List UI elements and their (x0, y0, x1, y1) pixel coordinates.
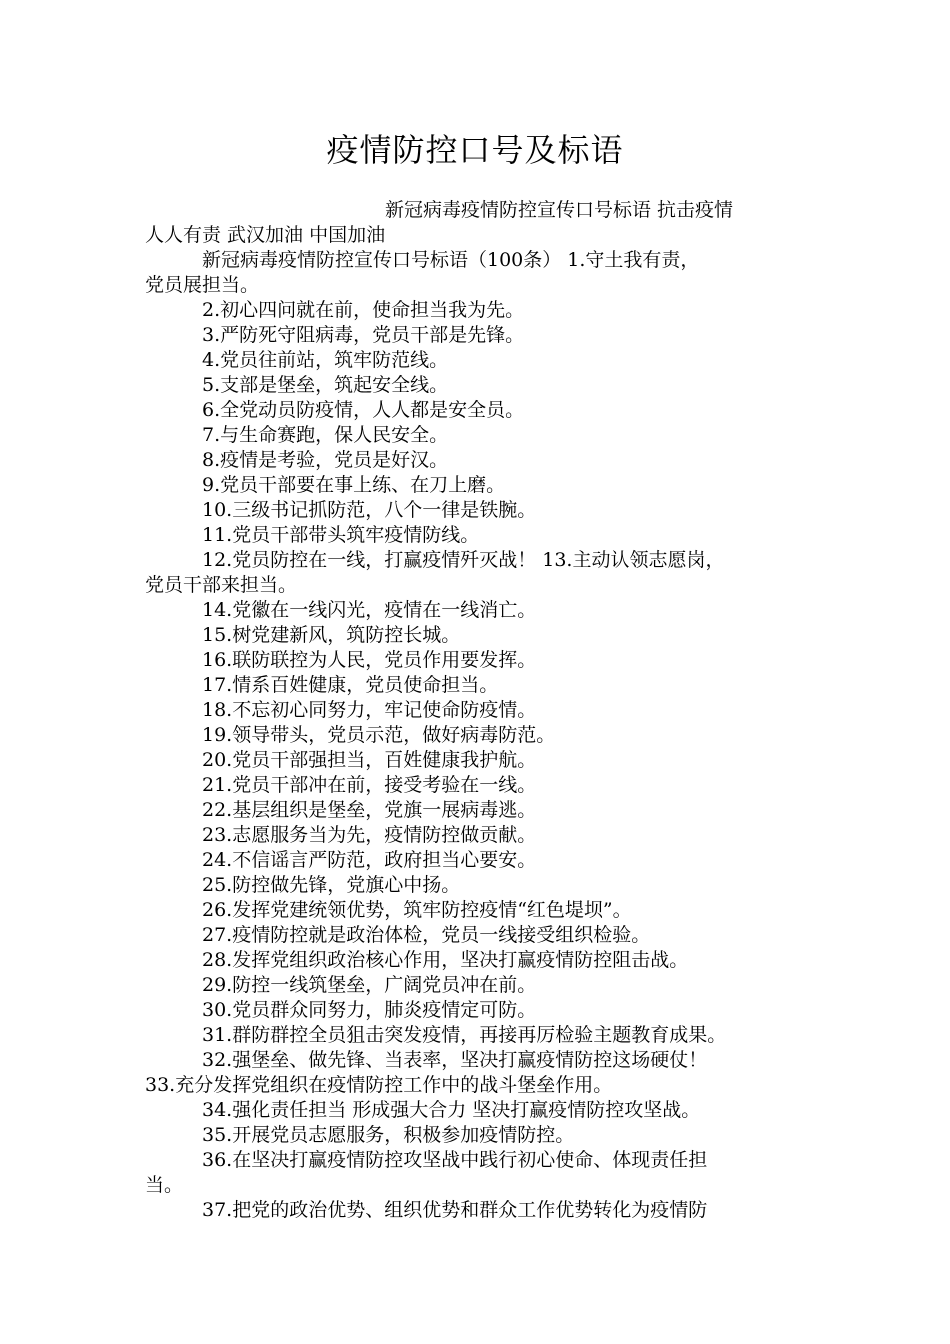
document-line: 新冠病毒疫情防控宣传口号标语 抗击疫情 (385, 199, 734, 221)
document-line: 19.领导带头，党员示范，做好病毒防范。 (202, 724, 556, 746)
document-line: 9.党员干部要在事上练、在刀上磨。 (202, 474, 506, 496)
document-body (145, 198, 825, 1223)
document-line: 11.党员干部带头筑牢疫情防线。 (202, 524, 480, 546)
document-line: 10.三级书记抓防范，八个一律是铁腕。 (202, 499, 537, 521)
document-line: 29.防控一线筑堡垒，广阔党员冲在前。 (202, 974, 537, 996)
document-line: 7.与生命赛跑，保人民安全。 (202, 424, 449, 446)
document-line: 28.发挥党组织政治核心作用，坚决打赢疫情防控阻击战。 (202, 949, 689, 971)
document-line: 34.强化责任担当 形成强大合力 坚决打赢疫情防控攻坚战。 (202, 1099, 701, 1121)
document-line: 16.联防联控为人民，党员作用要发挥。 (202, 649, 537, 671)
document-line: 15.树党建新风，筑防控长城。 (202, 624, 461, 646)
document-line: 26.发挥党建统领优势，筑牢防控疫情“红色堤坝”。 (202, 899, 632, 921)
document-line: 5.支部是堡垒，筑起安全线。 (202, 374, 449, 396)
document-line: 36.在坚决打赢疫情防控攻坚战中践行初心使命、体现责任担 (202, 1149, 708, 1171)
document-line: 23.志愿服务当为先，疫情防控做贡献。 (202, 824, 537, 846)
document-line: 当。 (145, 1174, 184, 1196)
document-line: 33.充分发挥党组织在疫情防控工作中的战斗堡垒作用。 (145, 1074, 613, 1096)
document-line: 27.疫情防控就是政治体检，党员一线接受组织检验。 (202, 924, 651, 946)
document-line: 32.强堡垒、做先锋、当表率，坚决打赢疫情防控这场硬仗！ (202, 1049, 708, 1071)
document-line: 3.严防死守阻病毒，党员干部是先锋。 (202, 324, 525, 346)
document-line: 2.初心四问就在前，使命担当我为先。 (202, 299, 525, 321)
document-line: 31.群防群控全员狙击突发疫情，再接再厉检验主题教育成果。 (202, 1024, 727, 1046)
document-line: 12.党员防控在一线，打赢疫情歼灭战！ 13.主动认领志愿岗， (202, 549, 725, 571)
document-line: 14.党徽在一线闪光，疫情在一线消亡。 (202, 599, 537, 621)
document-line: 35.开展党员志愿服务，积极参加疫情防控。 (202, 1124, 575, 1146)
document-line: 25.防控做先锋，党旗心中扬。 (202, 874, 461, 896)
document-line: 22.基层组织是堡垒，党旗一展病毒逃。 (202, 799, 537, 821)
document-line: 17.情系百姓健康，党员使命担当。 (202, 674, 499, 696)
document-line: 21.党员干部冲在前，接受考验在一线。 (202, 774, 537, 796)
document-line: 18.不忘初心同努力，牢记使命防疫情。 (202, 699, 537, 721)
document-line: 党员展担当。 (145, 274, 260, 296)
document-title: 疫情防控口号及标语 (326, 131, 624, 169)
document-line: 30.党员群众同努力，肺炎疫情定可防。 (202, 999, 537, 1021)
document-line: 24.不信谣言严防范，政府担当心要安。 (202, 849, 537, 871)
document-line: 4.党员往前站，筑牢防范线。 (202, 349, 449, 371)
document-line: 6.全党动员防疫情，人人都是安全员。 (202, 399, 525, 421)
document-line: 党员干部来担当。 (145, 574, 298, 596)
document-line: 37.把党的政治优势、组织优势和群众工作优势转化为疫情防 (202, 1199, 708, 1221)
document-line: 20.党员干部强担当，百姓健康我护航。 (202, 749, 537, 771)
document-line: 人人有责 武汉加油 中国加油 (145, 224, 386, 246)
document-line: 8.疫情是考验，党员是好汉。 (202, 449, 449, 471)
document-line: 新冠病毒疫情防控宣传口号标语（100条） 1.守土我有责， (202, 249, 700, 271)
